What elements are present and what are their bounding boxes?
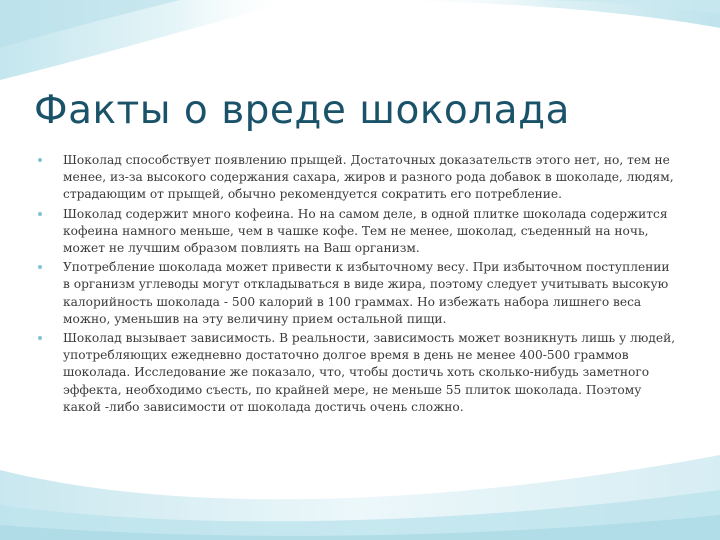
bullet-item [38,206,678,258]
bullet-icon [38,158,42,162]
bullet-item [38,330,678,416]
slide-title: Факты о вреде шоколада [34,88,570,133]
bullet-list [38,152,678,418]
bullet-icon [38,336,42,340]
bullet-text: Шоколад вызывает зависимость. В реальности, зависимость может возникнуть лишь у людей, употребляющих ежедневно достаточно долгое время в день не менее 400-500 граммов шоколада. Исследование же показало, что, чтобы достичь хоть сколько-нибудь заметного эффекта, необходимо съесть, по крайней мере, не меньше 55 плиток шоколада. Поэтому какой -либо зависимости от шоколада достичь очень сложно. [63,331,676,414]
bullet-item [38,259,678,328]
bullet-item [38,152,678,204]
bullet-text: Шоколад способствует появлению прыщей. Достаточных доказательств этого нет, но, тем не менее, из-за высокого содержания сахара, жиров и разного рода добавок в шоколаде, людям, страдающим от прыщей, обычно рекомендуется сократить его потребление. [63,153,674,202]
bullet-text: Шоколад содержит много кофеина. Но на самом деле, в одной плитке шоколада содержится кофеина намного меньше, чем в чашке кофе. Тем не менее, шоколад, съеденный на ночь, может не лучшим образом повлиять на Ваш организм. [63,206,668,256]
bullet-icon [38,265,42,269]
bullet-text: Употребление шоколада может привести к избыточному весу. При избыточном поступлении в организм углеводы могут откладываться в виде жира, поэтому следует учитывать высокую калорийность шоколада - 500 калорий в 100 граммах. Но избежать набора лишнего веса можно, уменьшив на эту величину прием остальной пищи. [63,260,670,326]
bullet-icon [38,212,42,216]
